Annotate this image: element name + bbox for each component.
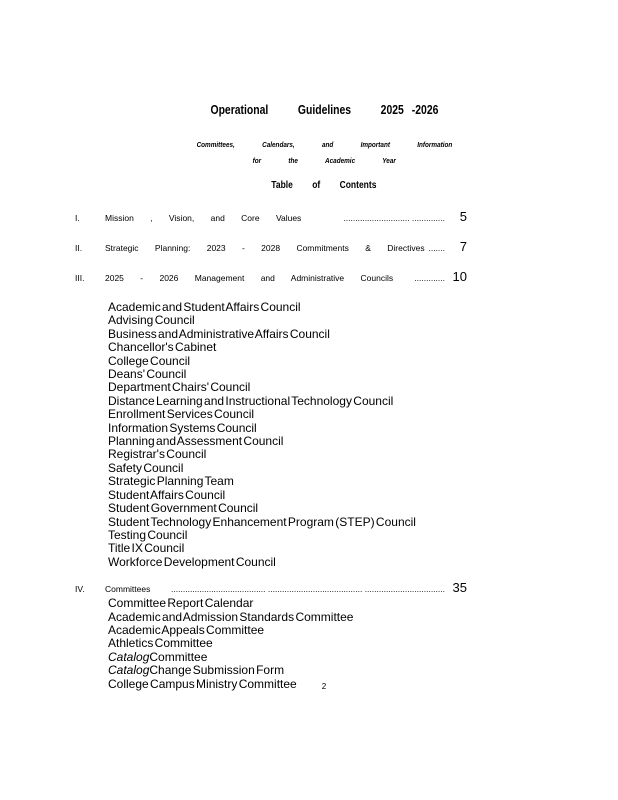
dot-leader: ............................ .............. xyxy=(343,213,445,223)
councils-list xyxy=(108,301,467,569)
toc-entry-mission xyxy=(75,211,467,224)
footer xyxy=(30,682,618,691)
document-title-text xyxy=(210,102,438,117)
committee-item-text: Committee Report Calendar xyxy=(108,596,254,611)
title-word: 2025 xyxy=(380,102,404,117)
toc-entry-label: Strategic Planning: 2023 - 2028 Commitments & Directives xyxy=(105,243,425,253)
toc-page-number: 5 xyxy=(459,209,467,224)
subtitle-line-1: Committees, Calendars, and Important Information xyxy=(196,140,452,149)
council-item: Strategic Planning Team xyxy=(108,474,234,489)
toc-entry-committees xyxy=(75,582,467,595)
council-item: College Council xyxy=(108,353,191,368)
title-word: -2026 xyxy=(411,102,438,117)
document-title xyxy=(30,102,618,117)
committee-item-text: College Campus Ministry Committee xyxy=(108,676,297,691)
document-subtitle xyxy=(30,137,618,168)
council-item: Title IX Council xyxy=(108,541,185,556)
council-item: Student Affairs Council xyxy=(108,487,226,502)
council-item: Workforce Development Council xyxy=(108,554,276,569)
toc-entry-label: 2025 - 2026 Management and Administrative Councils xyxy=(105,273,394,283)
council-item: Safety Council xyxy=(108,460,184,475)
council-item: Registrar's Council xyxy=(108,447,207,462)
committee-item xyxy=(108,624,467,637)
dot-leader: ............. xyxy=(414,273,445,283)
toc-page-number: 10 xyxy=(452,269,467,284)
council-item: Deans' Council xyxy=(108,367,187,382)
committees-list xyxy=(108,597,467,691)
council-item: Student Technology Enhancement Program (STEP) Council xyxy=(108,514,416,529)
committee-item xyxy=(108,664,467,677)
committee-item-text: Committee xyxy=(149,649,208,664)
council-item: Planning and Assessment Council xyxy=(108,434,284,449)
title-word: Guidelines xyxy=(297,102,351,117)
council-item: Information Systems Council xyxy=(108,420,257,435)
council-item: Business and Administrative Affairs Council xyxy=(108,326,330,341)
table-of-contents xyxy=(75,211,467,691)
toc-entry-numeral: II. xyxy=(75,243,83,253)
toc-entry-strategic-planning xyxy=(75,241,467,254)
council-item: Chancellor's Cabinet xyxy=(108,340,217,355)
dot-leader: ....... xyxy=(428,243,445,253)
committee-item-italic: Catalog xyxy=(108,649,150,664)
committee-item-text: Change Submission Form xyxy=(149,663,285,678)
council-item: Academic and Student Affairs Council xyxy=(108,300,301,314)
toc-entry-councils xyxy=(75,271,467,284)
toc-entry-numeral: III. xyxy=(75,273,85,283)
subtitle-line-2: for the Academic Year xyxy=(252,155,396,165)
committee-item xyxy=(108,611,467,624)
council-item: Testing Council xyxy=(108,527,188,542)
council-item: Student Government Council xyxy=(108,501,259,516)
committee-item-italic: Catalog xyxy=(108,663,150,678)
council-item: Advising Council xyxy=(108,313,195,328)
council-item: Distance Learning and Instructional Technology Council xyxy=(108,393,394,408)
page-number: 2 xyxy=(321,682,327,691)
council-item: Enrollment Services Council xyxy=(108,407,255,422)
toc-entry-numeral: IV. xyxy=(75,584,85,595)
committee-item-text: Academic Appeals Committee xyxy=(108,622,265,637)
toc-page-number: 35 xyxy=(452,580,467,596)
dot-leader: ........................................ ........................................ .................................. xyxy=(171,584,445,595)
committee-item-text: Athletics Committee xyxy=(108,636,213,651)
council-item: Department Chairs' Council xyxy=(108,380,251,395)
toc-page-number: 7 xyxy=(459,239,467,254)
committee-item xyxy=(108,597,467,610)
committee-item xyxy=(108,651,467,664)
toc-entry-numeral: I. xyxy=(75,213,80,223)
toc-entry-label: Mission , Vision, and Core Values xyxy=(105,213,302,223)
toc-heading xyxy=(30,180,618,191)
title-word: Operational xyxy=(210,102,268,117)
toc-entry-label: Committees xyxy=(105,584,151,595)
committee-item-text: Academic and Admission Standards Committee xyxy=(108,609,354,624)
toc-heading-text: Table of Contents xyxy=(271,180,377,191)
committee-item xyxy=(108,637,467,650)
